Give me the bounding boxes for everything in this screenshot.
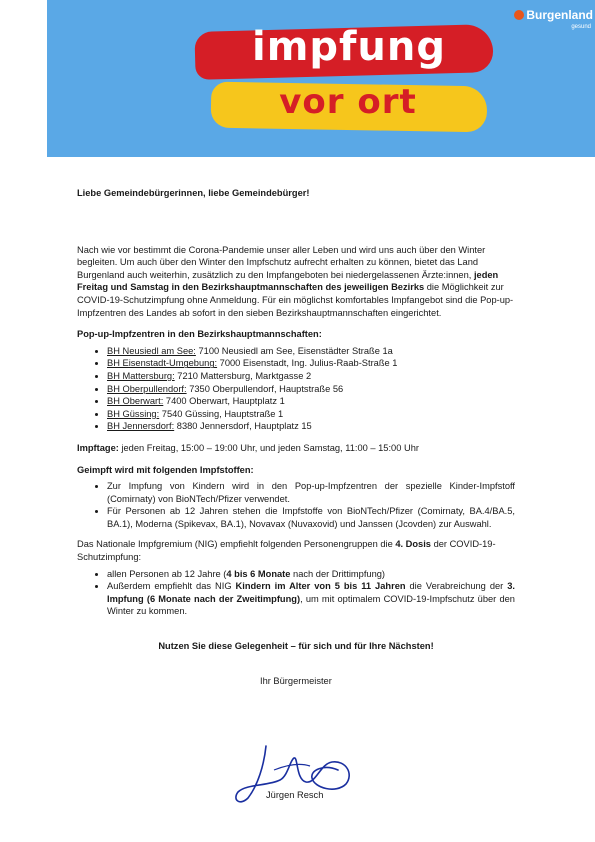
signature-title: Ihr Bürgermeister (260, 675, 332, 686)
list-item: • allen Personen ab 12 Jahre (4 bis 6 Monate nach der Drittimpfung) (107, 568, 515, 581)
letter-body (77, 180, 515, 687)
list-item: • BH Güssing: 7540 Güssing, Hauptstraße 1 (107, 408, 515, 421)
list-item: • BH Mattersburg: 7210 Mattersburg, Marktgasse 2 (107, 370, 515, 383)
signature-name: Jürgen Resch (266, 790, 324, 800)
banner-subtitle: vor ort (279, 82, 417, 122)
list-item: • BH Jennersdorf: 8380 Jennersdorf, Hauptplatz 15 (107, 420, 515, 433)
intro-paragraph: Nach wie vor bestimmt die Corona-Pandemie unser aller Leben und wird uns auch über den Winter begleiten. Um auch über den Winter den Impfschutz aufrecht erhalten zu können, bietet das Land Burgenland auch weiterhin, zusätzlich zu den Impfangeboten bei niedergelassenen Ärzte:innen, jeden Freitag und Samstag in den Bezirkshauptmannschaften des jeweiligen Bezirks die Möglichkeit zur COVID-19-Schutzimpfung ohne Anmeldung. Für ein möglichst komfortables Impfangebot sind die Pop-up-Impfzentren des Landes ab sofort in den sieben Bezirkshauptmannschaften eingerichtet. (77, 244, 514, 318)
greeting: Liebe Gemeindebürgerinnen, liebe Gemeindebürger! (77, 188, 310, 198)
list-item: • BH Oberpullendorf: 7350 Oberpullendorf, Hauptstraße 56 (107, 383, 515, 396)
list-item: • Zur Impfung von Kindern wird in den Pop-up-Impfzentren der spezielle Kinder-Impfstoff (Comirnaty) von BioNTech/Pfizer verwendet. (107, 480, 515, 505)
header-banner (47, 0, 595, 157)
list-item: • Für Personen ab 12 Jahren stehen die Impfstoffe von BioNTech/Pfizer (Comirnaty, BA.4/BA.5, BA.1), Moderna (Spikevax, BA.1), Novavax (Nuvaxovid) und Janssen (Jcovden) zur Auswahl. (107, 505, 515, 530)
list-item: • BH Oberwart: 7400 Oberwart, Hauptplatz 1 (107, 395, 515, 408)
list-item: • BH Neusiedl am See: 7100 Neusiedl am See, Eisenstädter Straße 1a (107, 345, 515, 358)
centers-heading: Pop-up-Impfzentren in den Bezirkshauptmannschaften: (77, 329, 322, 340)
burgenland-logo: Burgenland (514, 8, 593, 22)
banner-title: impfung (251, 24, 446, 70)
vaccines-heading: Geimpft wird mit folgenden Impfstoffen: (77, 464, 254, 475)
list-item: • BH Eisenstadt-Umgebung: 7000 Eisenstadt, Ing. Julius-Raab-Straße 1 (107, 357, 515, 370)
vaccination-days: Impftage: jeden Freitag, 15:00 – 19:00 Uhr, und jeden Samstag, 11:00 – 15:00 Uhr (77, 442, 419, 453)
logo-icon (514, 10, 524, 20)
closing-line: Nutzen Sie diese Gelegenheit – für sich und für Ihre Nächsten! (158, 641, 434, 652)
logo-subtitle: gesund (571, 24, 591, 30)
recommendations-list (77, 568, 515, 618)
nig-paragraph: Das Nationale Impfgremium (NIG) empfiehlt folgenden Personengruppen die 4. Dosis der COVID-19-Schutzimpfung: (77, 539, 496, 563)
list-item: • Außerdem empfiehlt das NIG Kindern im Alter von 5 bis 11 Jahren die Verabreichung der 3. Impfung (6 Monate nach der Zweitimpfung), um mit optimalem COVID-19-Impfschutz über den Winter zu kommen. (107, 580, 515, 618)
vaccines-list (77, 480, 515, 530)
centers-list (77, 345, 515, 433)
